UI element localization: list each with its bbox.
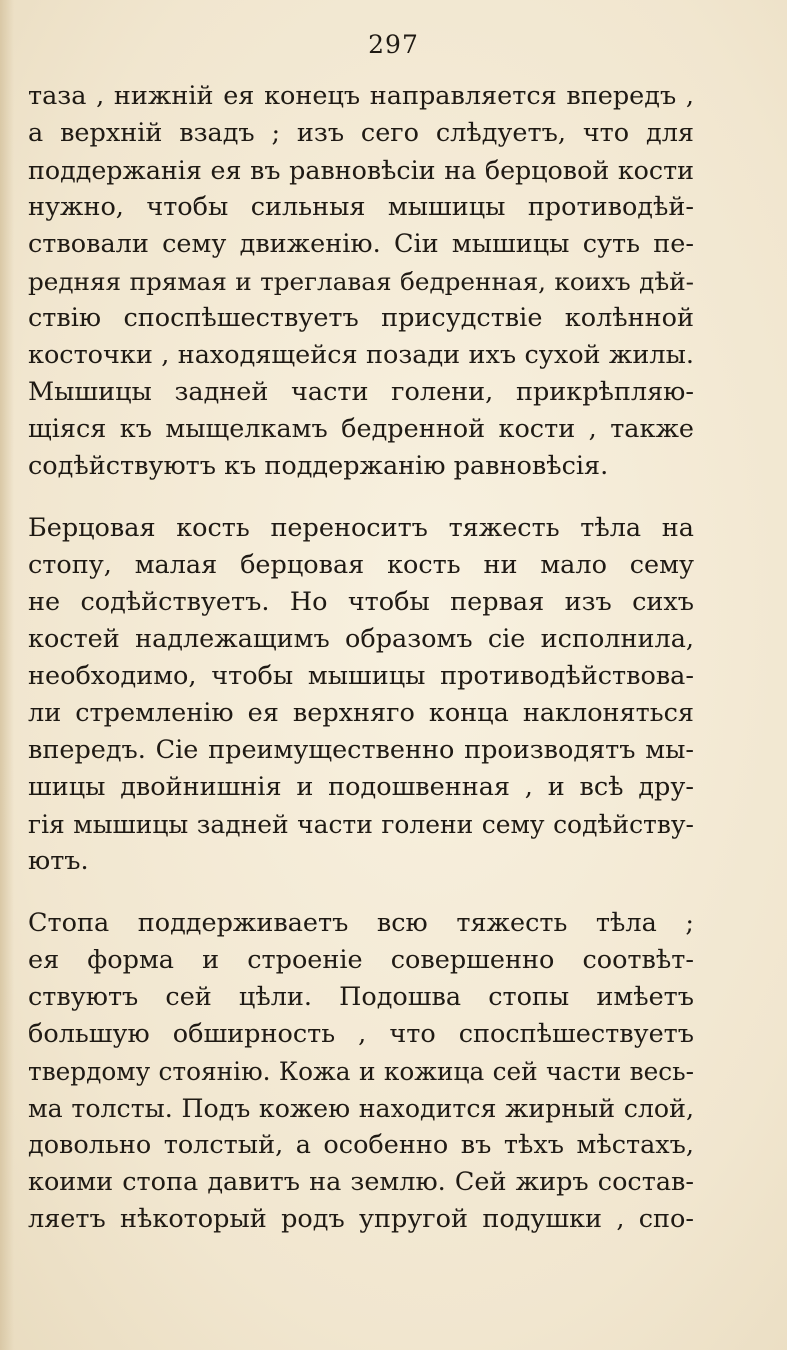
text-line: ляетъ нѣкоторый родъ упругой подушки , спо- bbox=[28, 1204, 694, 1234]
text-line: нужно, чтобы сильныя мышицы противодѣй- bbox=[28, 192, 694, 222]
text-line: не содѣйствуетъ. Но чтобы первая изъ сихъ bbox=[28, 587, 694, 617]
text-line: щiяся къ мыщелкамъ бедренной кости , также bbox=[28, 414, 694, 444]
text-line: косточки , находящейся позади ихъ сухой жилы. bbox=[28, 340, 694, 370]
text-line: редняя прямая и треглавая бедренная, коихъ дѣй- bbox=[28, 267, 694, 296]
text-line: ли стремленiю ея верхняго конца наклоняться bbox=[28, 698, 694, 728]
page-body bbox=[28, 78, 694, 1238]
text-line: Стопа поддерживаетъ всю тяжесть тѣла ; bbox=[28, 908, 694, 938]
text-line: твердому стоянiю. Кожа и кожица сей части весь- bbox=[28, 1057, 694, 1086]
text-line: а верхнiй взадъ ; изъ сего слѣдуетъ, что для bbox=[28, 118, 694, 148]
text-line: гiя мышицы задней части голени сему содѣйству- bbox=[28, 810, 694, 839]
text-line: содѣйствуютъ къ поддержанiю равновѣсiя. bbox=[28, 451, 609, 481]
text-line: ствуютъ сей цѣли. Подошва стопы имѣетъ bbox=[28, 982, 694, 1012]
text-line: необходимо, чтобы мышицы противодѣйствова- bbox=[28, 661, 694, 691]
text-line: довольно толстый, а особенно въ тѣхъ мѣстахъ, bbox=[28, 1130, 694, 1160]
text-line: ея форма и строенiе совершенно соотвѣт- bbox=[28, 945, 694, 975]
text-line: ствовали сему движенiю. Сiи мышицы суть пе- bbox=[28, 229, 694, 259]
text-line: ютъ. bbox=[28, 846, 89, 876]
text-line: впередъ. Сiе преимущественно производятъ мы- bbox=[28, 735, 694, 765]
paragraph-1 bbox=[28, 78, 694, 485]
text-line: коими стопа давитъ на землю. Сей жиръ состав- bbox=[28, 1167, 694, 1197]
text-line: стопу, малая берцовая кость ни мало сему bbox=[28, 550, 694, 580]
text-line: шицы двойнишнiя и подошвенная , и всѣ дру- bbox=[28, 772, 694, 802]
text-line: ствiю споспѣшествуетъ присудствiе колѣнной bbox=[28, 303, 694, 333]
paragraph-2 bbox=[28, 510, 694, 880]
text-line: таза , нижнiй ея конецъ направляется впередъ , bbox=[28, 81, 694, 111]
page-gutter-shadow bbox=[0, 0, 14, 1350]
text-line: большую обширность , что споспѣшествуетъ bbox=[28, 1019, 694, 1049]
text-line: поддержанiя ея въ равновѣсiи на берцовой кости bbox=[28, 155, 694, 185]
text-line: ма толсты. Подъ кожею находится жирный слой, bbox=[28, 1094, 694, 1123]
text-line: костей надлежащимъ образомъ сiе исполнила, bbox=[28, 624, 694, 654]
paragraph-3 bbox=[28, 905, 694, 1238]
text-line: Берцовая кость переноситъ тяжесть тѣла на bbox=[28, 513, 694, 543]
text-line: Мышицы задней части голени, прикрѣпляю- bbox=[28, 377, 694, 407]
page-number: 297 bbox=[368, 30, 419, 59]
